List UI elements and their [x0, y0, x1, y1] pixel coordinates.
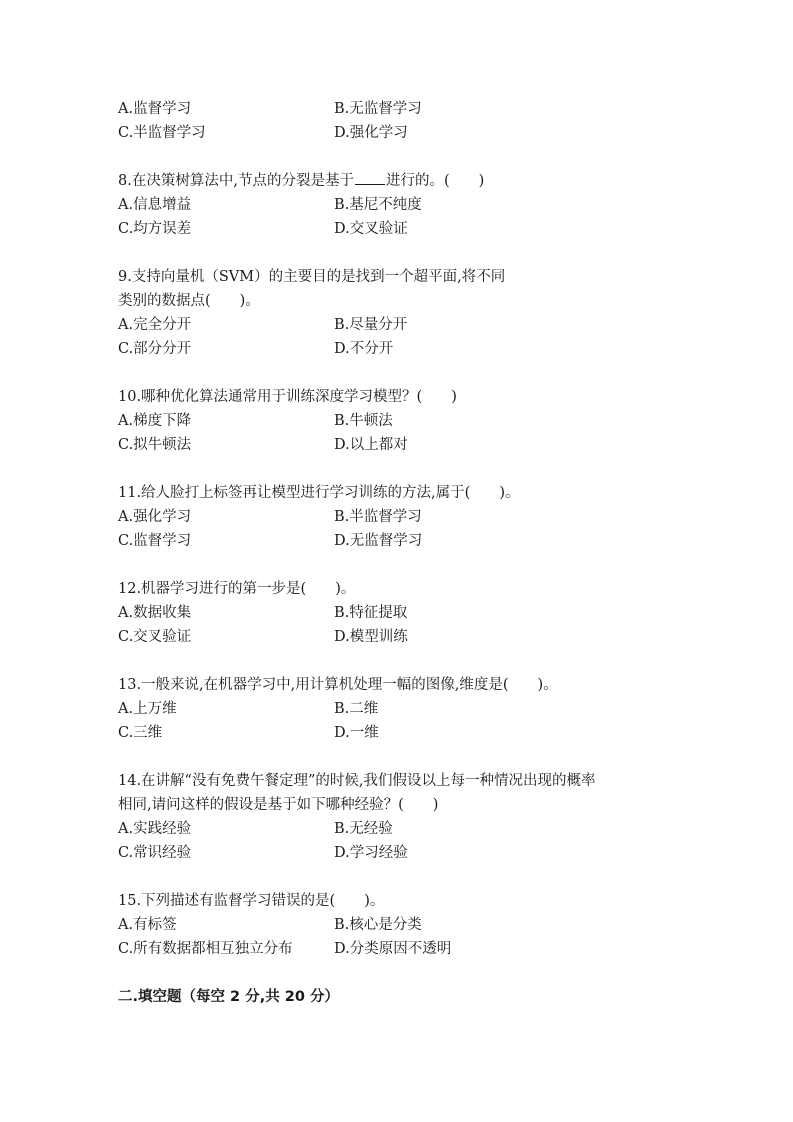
option-b: B.半监督学习: [334, 509, 422, 525]
option-c: C.拟牛顿法: [118, 437, 192, 453]
question-8: [118, 169, 718, 241]
option-a: A.信息增益: [118, 197, 192, 213]
option-row: [118, 697, 718, 721]
option-d: D.不分开: [334, 341, 394, 357]
option-c: C.三维: [118, 725, 163, 741]
section-title: 二.填空题（每空 2 分,共 20 分）: [118, 989, 339, 1005]
option-b: B.无经验: [334, 821, 393, 837]
option-row: [118, 337, 718, 361]
question-stem: 相同,请问这样的假设是基于如下哪种经验？( ): [118, 797, 439, 813]
question-7-options: [118, 97, 718, 145]
option-b: B.牛顿法: [334, 413, 393, 429]
option-c: C.监督学习: [118, 533, 192, 549]
option-d: D.分类原因不透明: [334, 941, 452, 957]
option-c: C.半监督学习: [118, 125, 206, 141]
option-b: B.基尼不纯度: [334, 197, 422, 213]
question-stem: 12.机器学习进行的第一步是( )。: [118, 581, 356, 597]
exam-page: [118, 97, 718, 1009]
option-d: D.学习经验: [334, 845, 408, 861]
option-a: A.强化学习: [118, 509, 192, 525]
question-12: [118, 577, 718, 649]
option-a: A.有标签: [118, 917, 177, 933]
option-a: A.数据收集: [118, 605, 192, 621]
question-stem: 11.给人脸打上标签再让模型进行学习训练的方法,属于( )。: [118, 485, 520, 501]
option-a: A.梯度下降: [118, 413, 192, 429]
question-stem: 14.在讲解“没有免费午餐定理”的时候,我们假设以上每一种情况出现的概率: [118, 773, 596, 789]
question-9: [118, 265, 718, 361]
option-a: A.实践经验: [118, 821, 192, 837]
option-row: [118, 409, 718, 433]
option-row: [118, 817, 718, 841]
question-stem: 9.支持向量机（SVM）的主要目的是找到一个超平面,将不同: [118, 269, 506, 285]
option-a: A.上万维: [118, 701, 177, 717]
option-d: D.强化学习: [334, 125, 408, 141]
option-row: [118, 625, 718, 649]
option-d: D.无监督学习: [334, 533, 423, 549]
option-row: [118, 433, 718, 457]
option-row: [118, 313, 718, 337]
option-row: [118, 721, 718, 745]
question-11: [118, 481, 718, 553]
option-b: B.核心是分类: [334, 917, 422, 933]
stem-before-blank: 8.在决策树算法中,节点的分裂是基于: [118, 173, 354, 189]
question-14: [118, 769, 718, 865]
option-b: B.无监督学习: [334, 101, 422, 117]
option-c: C.均方误差: [118, 221, 192, 237]
option-row: [118, 217, 718, 241]
question-stem: 15.下列描述有监督学习错误的是( )。: [118, 893, 385, 909]
option-c: C.部分分开: [118, 341, 192, 357]
option-row: [118, 913, 718, 937]
question-13: [118, 673, 718, 745]
option-row: [118, 529, 718, 553]
option-c: C.交叉验证: [118, 629, 192, 645]
question-stem: 13.一般来说,在机器学习中,用计算机处理一幅的图像,维度是( )。: [118, 677, 558, 693]
option-row: [118, 937, 718, 961]
option-a: A.监督学习: [118, 101, 192, 117]
question-stem: [118, 169, 718, 193]
stem-after-blank: 进行的。( ): [385, 173, 485, 189]
option-row: [118, 97, 718, 121]
option-row: [118, 601, 718, 625]
option-c: C.所有数据都相互独立分布: [118, 941, 293, 957]
option-row: [118, 193, 718, 217]
option-d: D.交叉验证: [334, 221, 408, 237]
option-b: B.尽量分开: [334, 317, 408, 333]
option-d: D.以上都对: [334, 437, 408, 453]
option-a: A.完全分开: [118, 317, 192, 333]
option-b: B.特征提取: [334, 605, 408, 621]
question-10: [118, 385, 718, 457]
option-d: D.模型训练: [334, 629, 408, 645]
question-15: [118, 889, 718, 961]
fill-blank: [355, 170, 385, 185]
option-b: B.二维: [334, 701, 379, 717]
option-c: C.常识经验: [118, 845, 192, 861]
question-stem: 类别的数据点( )。: [118, 293, 260, 309]
option-row: [118, 505, 718, 529]
option-row: [118, 121, 718, 145]
question-stem: 10.哪种优化算法通常用于训练深度学习模型？( ): [118, 389, 457, 405]
option-d: D.一维: [334, 725, 379, 741]
option-row: [118, 841, 718, 865]
